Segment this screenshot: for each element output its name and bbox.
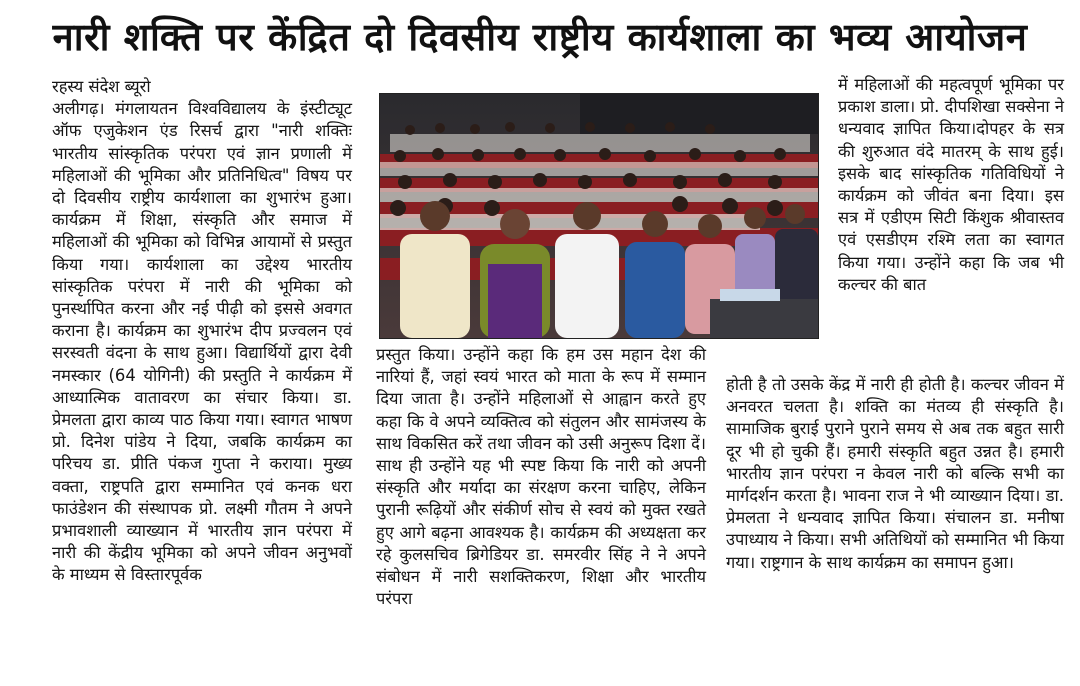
article-column-3-bottom [726, 374, 1064, 574]
event-photo [379, 93, 819, 339]
column-3-top-text: में महिलाओं की महत्वपूर्ण भूमिका पर प्रकाश डाला। प्रो. दीपशिखा सक्सेना ने धन्यवाद ज्ञापित किया।दोपहर के सत्र की शुरुआत वंदे मातरम् के साथ हुई। इसके बाद सांस्कृतिक गतिविधियों ने कार्यक्रम को जीवंत बना दिया। इस सत्र में एडीएम सिटी किंशुक श्रीवास्तव एवं एसडीएम रश्मि लता का स्वागत किया गया। उन्होंने कहा कि जब भी कल्चर की बात [838, 75, 1064, 294]
article-column-2 [376, 344, 706, 610]
column-3-bottom-text: होती है तो उसके केंद्र में नारी ही होती है। कल्चर जीवन में अनवरत चलता है। शक्ति का मंतव्य ही संस्कृति है। सामाजिक बुराई पुराने पुराने समय से अब तक बहुत सारी दूर भी हो चुकी हैं। हमारी संस्कृति बहुत उन्नत है। हमारी भारतीय ज्ञान परंपरा न केवल नारी को बल्कि सभी का मार्गदर्शन करता है। भावना राज ने भी व्याख्यान दिया। डा. प्रेमलता ने धन्यवाद ज्ञापित किया। संचालन डा. मनीषा उपाध्याय ने किया। सभी अतिथियों को सम्मानित भी किया गया। राष्ट्रगान के साथ कार्यक्रम का समापन हुआ। [726, 375, 1064, 572]
byline: रहस्य संदेश ब्यूरो [52, 77, 151, 96]
article-column-3-top [838, 74, 1064, 296]
column-1-text: अलीगढ़। मंगलायतन विश्वविद्यालय के इंस्टीट्यूट ऑफ एजुकेशन एंड रिसर्च द्वारा "नारी शक्तिः भारतीय सांस्कृतिक परंपरा एवं ज्ञान प्रणाली में महिलाओं की भूमिका और प्रतिनिधित्व" विषय पर दो दिवसीय राष्ट्रीय कार्यशाला का शुभारंभ हुआ। कार्यक्रम में शिक्षा, संस्कृति और समाज में महिलाओं की भूमिका को विभिन्न आयामों से प्रस्तुत किया गया। कार्यशाला का उद्देश्य भारतीय सांस्कृतिक परंपरा में नारी की भूमिका को पुनर्स्थापित करना और नई पीढ़ी को इससे अवगत कराना है। कार्यक्रम का शुभारंभ दीप प्रज्वलन एवं सरस्वती वंदना के साथ हुआ। विद्यार्थियों द्वारा देवी नमस्कार (64 योगिनी) की प्रस्तुति ने कार्यक्रम में आध्यात्मिक वातावरण का संचार किया। डा. प्रेमलता द्वारा काव्य पाठ किया गया। स्वागत भाषण प्रो. दिनेश पांडेय ने दिया, जबकि कार्यक्रम का परिचय डा. प्रीति पंकज गुप्ता ने कराया। मुख्य वक्ता, राष्ट्रपति द्वारा सम्मानित एवं कनक धरा फाउंडेशन की संस्थापक प्रो. लक्ष्मी गौतम ने अपने प्रभावशाली व्याख्यान में भारतीय ज्ञान परंपरा में नारी की केंद्रीय भूमिका को अपने जीवन अनुभवों के माध्यम से विस्तारपूर्वक [52, 99, 352, 585]
headline: नारी शक्ति पर केंद्रित दो दिवसीय राष्ट्रीय कार्यशाला का भव्य आयोजन [52, 15, 1028, 59]
article-column-1 [14, 76, 352, 587]
column-2-text: प्रस्तुत किया। उन्होंने कहा कि हम उस महान देश की नारियां हैं, जहां स्वयं भारत को माता के रूप में सम्मान दिया जाता है। उन्होंने महिलाओं से आह्वान करते हुए कहा कि वे अपने व्यक्तित्व को संतुलन और सामंजस्य के साथ विकसित करें तथा जीवन को उसी अनुरूप दिशा दें। साथ ही उन्होंने यह भी स्पष्ट किया कि नारी को अपनी संस्कृति और मर्यादा का संरक्षण करना चाहिए, लेकिन पुरानी रूढ़ियों और संकीर्ण सोच से स्वयं को मुक्त रखते हुए आगे बढ़ना आवश्यक है। कार्यक्रम की अध्यक्षता कर रहे कुलसचिव ब्रिगेडियर डा. समरवीर सिंह ने ने अपने संबोधन में नारी सशक्तिकरण, शिक्षा और भारतीय परंपरा [376, 345, 706, 609]
